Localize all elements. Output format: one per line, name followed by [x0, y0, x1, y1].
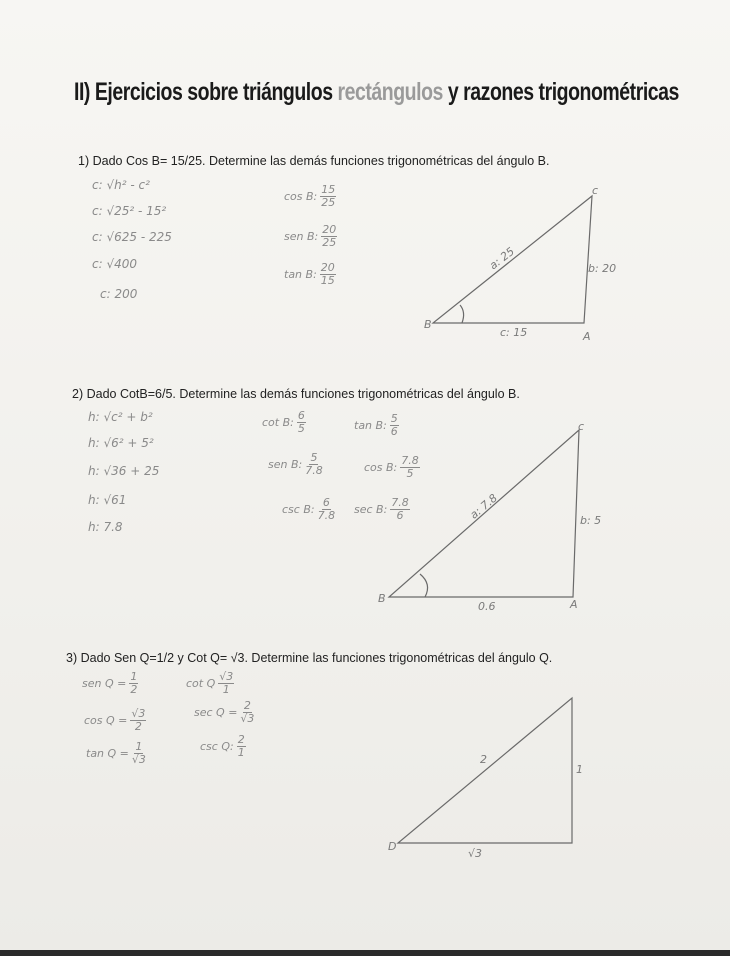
title-text-faded: rectángulos — [337, 78, 443, 106]
denominator: √3 — [240, 712, 255, 725]
numerator: √3 — [219, 670, 234, 683]
numerator: 5 — [310, 451, 318, 464]
ex2-work-line: h: √36 + 25 — [88, 464, 160, 478]
triangle-1-outline — [433, 196, 592, 323]
numerator: 6 — [297, 409, 305, 422]
ex2-work-line: h: √c² + b² — [88, 410, 153, 424]
numerator: 2 — [243, 699, 251, 712]
tri2-vertex-c: c — [578, 420, 585, 433]
ratio-label: sen Q = — [82, 677, 127, 690]
ratio-label: cos B: — [284, 190, 318, 203]
denominator: 6 — [390, 425, 398, 438]
numerator: 7.8 — [401, 454, 419, 467]
denominator: √3 — [131, 753, 146, 766]
tri2-hypotenuse-label: a: 7.8 — [467, 491, 500, 522]
denominator: 6 — [396, 509, 404, 522]
tri1-hypotenuse-label: a: 25 — [486, 244, 517, 273]
denominator: 25 — [322, 236, 337, 249]
tri2-vertex-b: B — [378, 592, 386, 605]
denominator: 2 — [134, 720, 142, 733]
tri1-adjacent-label: c: 15 — [500, 326, 528, 339]
numerator: 2 — [237, 733, 245, 746]
ex1-work-line: c: √400 — [92, 257, 138, 271]
numerator: 1 — [135, 740, 143, 753]
numerator: 7.8 — [391, 496, 409, 509]
ratio-label: cos Q = — [84, 714, 128, 727]
tri3-opposite-label: 1 — [576, 763, 583, 776]
ratio-label: csc Q: — [200, 740, 234, 753]
denominator: 5 — [406, 467, 414, 480]
numerator: 20 — [320, 261, 335, 274]
denominator: 25 — [321, 196, 336, 209]
numerator: 1 — [130, 670, 138, 683]
ratio-label: tan B: — [354, 419, 387, 432]
triangle-1-angle-arc — [460, 305, 464, 323]
exercise-3-statement: 3) Dado Sen Q=1/2 y Cot Q= √3. Determine las funciones trigonométricas del ángulo Q. — [66, 651, 553, 665]
triangle-1 — [433, 196, 592, 323]
tri1-vertex-c: c — [592, 184, 599, 197]
ex1-work-line: c: √h² - c² — [92, 178, 150, 192]
denominator: 7.8 — [305, 464, 323, 477]
triangle-3 — [398, 698, 572, 843]
ex2-work-line: h: √6² + 5² — [88, 436, 154, 450]
ratio-label: cot Q — [186, 677, 216, 690]
title-text-start: II) Ejercicios sobre triángulos — [74, 78, 338, 106]
exercise-1-statement: 1) Dado Cos B= 15/25. Determine las demás funciones trigonométricas del ángulo B. — [78, 154, 550, 168]
triangle-2-angle-arc — [420, 574, 428, 597]
denominator: 2 — [130, 683, 138, 696]
numerator: 6 — [322, 496, 330, 509]
denominator: 1 — [237, 746, 245, 759]
ex2-work-line: h: √61 — [88, 493, 127, 507]
numerator: √3 — [131, 707, 146, 720]
page-bottom-edge — [0, 950, 730, 956]
tri3-hypotenuse-label: 2 — [480, 753, 487, 766]
tri2-vertex-a: A — [570, 598, 578, 611]
ratio-label: tan Q = — [86, 747, 129, 760]
tri1-vertex-b: B — [424, 318, 432, 331]
denominator: 1 — [222, 683, 230, 696]
denominator: 7.8 — [317, 509, 336, 522]
ex1-work-line: c: 200 — [100, 287, 138, 301]
tri3-adjacent-label: √3 — [468, 847, 483, 860]
tri3-vertex-label: D — [388, 840, 397, 853]
tri1-opposite-label: b: 20 — [588, 262, 617, 275]
tri2-opposite-label: b: 5 — [580, 514, 602, 527]
ratio-label: cot B: — [262, 416, 294, 429]
ratio-label: sec B: — [354, 503, 388, 516]
ex1-work-line: c: √25² - 15² — [92, 204, 167, 218]
denominator: 5 — [297, 422, 305, 435]
numerator: 15 — [321, 183, 336, 196]
ratio-label: sen B: — [268, 458, 303, 471]
ratio-label: tan B: — [284, 268, 317, 281]
numerator: 20 — [322, 223, 337, 236]
exercise-2-statement: 2) Dado CotB=6/5. Determine las demás funciones trigonométricas del ángulo B. — [72, 387, 520, 401]
tri2-adjacent-label: 0.6 — [478, 600, 496, 613]
ex1-work-line: c: √625 - 225 — [92, 230, 172, 244]
denominator: 15 — [320, 274, 335, 287]
ratio-label: csc B: — [282, 503, 315, 516]
ratio-label: sec Q = — [194, 706, 238, 719]
ratio-label: sen B: — [284, 230, 319, 243]
tri1-vertex-a: A — [583, 330, 591, 343]
ratio-label: cos B: — [364, 461, 398, 474]
numerator: 5 — [390, 412, 398, 425]
ex2-work-line: h: 7.8 — [88, 520, 123, 534]
triangle-3-outline — [398, 698, 572, 843]
title-text-end: y razones trigonométricas — [442, 78, 679, 106]
